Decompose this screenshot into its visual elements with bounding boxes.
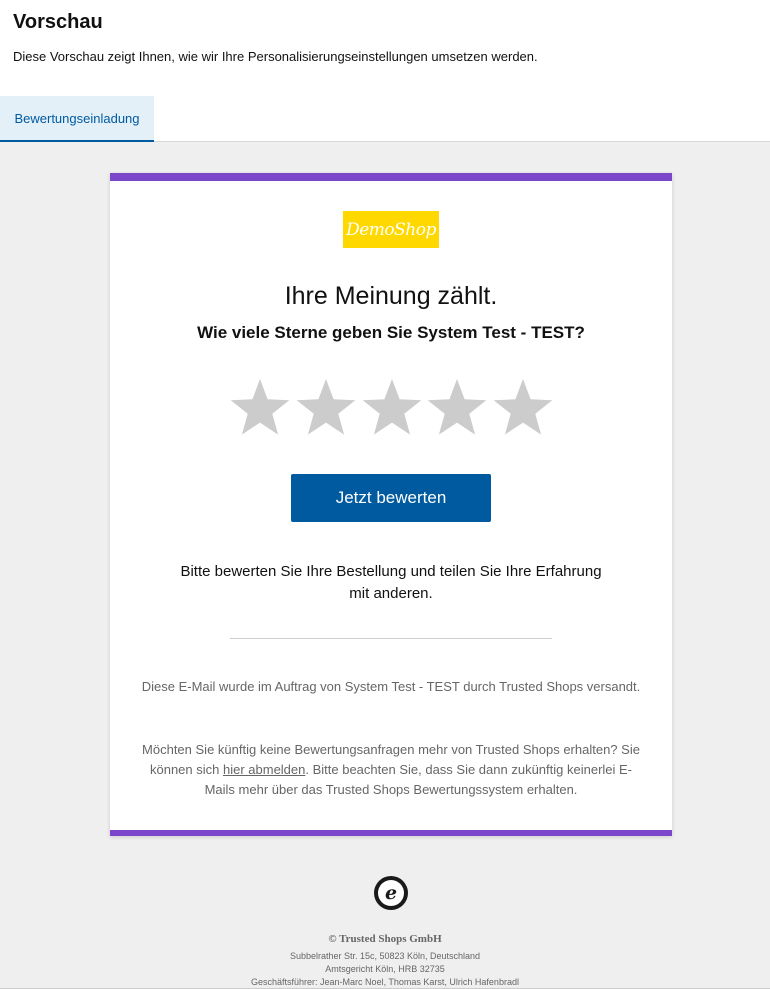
tab-bewertungseinladung[interactable]: Bewertungseinladung (0, 96, 154, 142)
star-3-icon[interactable] (361, 377, 423, 437)
demoshop-logo: DemoShop (343, 211, 439, 248)
star-1-icon[interactable] (229, 377, 291, 437)
star-2-icon[interactable] (295, 377, 357, 437)
email-headline: Ihre Meinung zählt. (284, 282, 498, 310)
footer-company: © Trusted Shops GmbH (328, 933, 442, 945)
email-divider (230, 638, 552, 639)
rate-now-button[interactable]: Jetzt bewerten (291, 474, 491, 522)
footer-court: Amtsgericht Köln, HRB 32735 (325, 964, 445, 974)
sender-note: Diese E-Mail wurde im Auftrag von System Test - TEST durch Trusted Shops versandt. (141, 679, 641, 694)
star-5-icon[interactable] (492, 377, 554, 437)
page-title: Vorschau (13, 11, 103, 33)
footer-address: Subbelrather Str. 15c, 50823 Köln, Deutschland (289, 951, 481, 961)
email-body-text: Bitte bewerten Sie Ihre Bestellung und teilen Sie Ihre Erfahrung mit anderen. (180, 563, 602, 602)
trusted-shops-logo-letter: e (378, 880, 404, 906)
preview-header (0, 0, 770, 142)
page-description: Diese Vorschau zeigt Ihnen, wie wir Ihre Personalisierungseinstellungen umsetzen werden. (13, 49, 538, 64)
star-4-icon[interactable] (426, 377, 488, 437)
star-rating (229, 377, 554, 437)
unsubscribe-link[interactable]: hier abmelden (222, 762, 306, 777)
unsubscribe-note-before: Möchten Sie künftig keine Bewertungsanfragen mehr von Trusted Shops erhalten? Sie können sich (142, 742, 640, 777)
trusted-shops-logo-icon (374, 876, 408, 910)
unsubscribe-note (140, 740, 642, 800)
unsubscribe-note-after: . Bitte beachten Sie, dass Sie dann zukünftig keinerlei E-Mails mehr über das Trusted Shops Bewertungssystem erhalten. (204, 762, 633, 797)
email-card (110, 173, 672, 836)
footer-ceo: Geschäftsführer: Jean-Marc Noel, Thomas Karst, Ulrich Hafenbradl (251, 977, 519, 987)
rating-question: Wie viele Sterne geben Sie System Test - TEST? (197, 323, 585, 342)
